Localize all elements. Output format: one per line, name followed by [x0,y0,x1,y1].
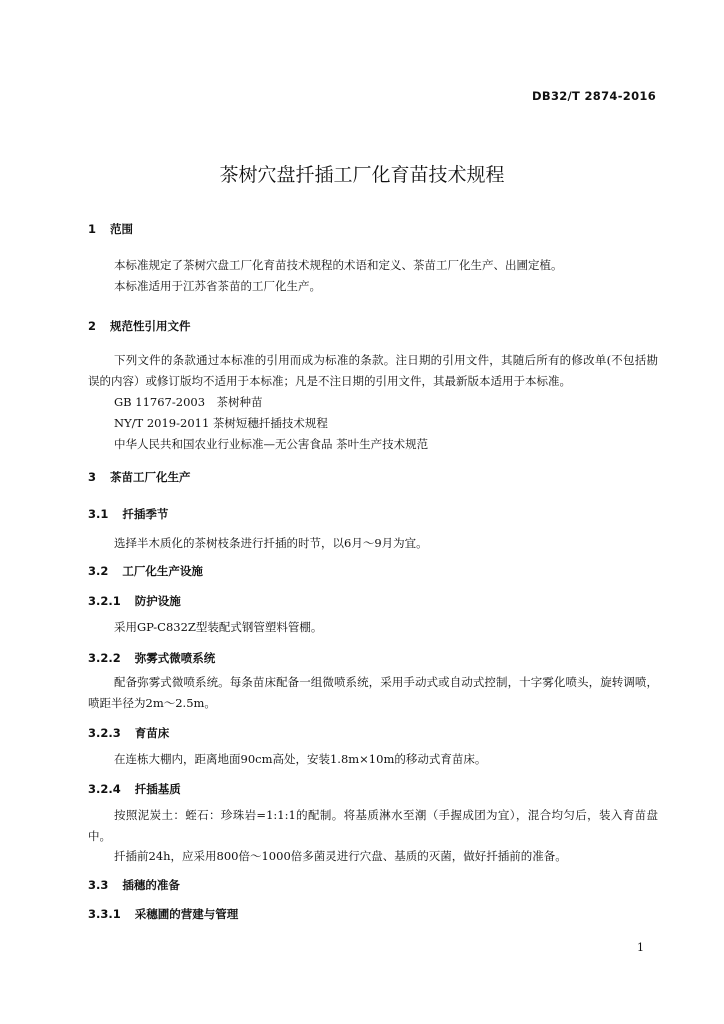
section-title: 防护设施 [134,594,181,608]
paragraph: 采用GP-C832Z型装配式钢管塑料管棚。 [114,620,323,634]
standard-code: DB32/T 2874-2016 [532,89,656,103]
section-number: 2 [88,319,97,333]
section-title: 扦插基质 [134,782,181,796]
section-title: 工厂化生产设施 [122,564,203,578]
section-title: 范围 [110,222,134,236]
section-number: 3.2.4 [88,782,121,796]
section-number: 3.2.3 [88,726,121,740]
section-number: 3.1 [88,507,109,521]
paragraph: 在连栋大棚内，距离地面90cm高处，安装1.8m×10m的移动式育苗床。 [114,752,487,766]
paragraph: 本标准规定了茶树穴盘工厂化育苗技术规程的术语和定义、茶苗工厂化生产、出圃定植。 [114,258,563,272]
document-title: 茶树穴盘扦插工厂化育苗技术规程 [219,164,505,186]
section-title: 采穗圃的营建与管理 [134,907,239,921]
reference-item: GB 11767-2003 茶树种苗 [114,395,263,409]
paragraph: 下列文件的条款通过本标准的引用而成为标准的条款。注日期的引用文件，其随后所有的修改单(不包括勘误的内容）或修订版均不适用于本标准；凡是不注日期的引用文件，其最新版本适用于本标准。 [88,353,658,388]
subsection-heading-3-2 [88,563,203,579]
paragraph: 按照泥炭土：蛭石：珍珠岩=1:1:1的配制。将基质淋水至潮（手握成团为宜），混合均匀后，装入育苗盘中。 [88,808,658,843]
subsection-heading-3-3 [88,877,180,893]
section-title: 育苗床 [134,726,170,740]
paragraph: 扦插前24h，应采用800倍～1000倍多菌灵进行穴盘、基质的灭菌，做好扦插前的准备。 [114,849,567,863]
section-title: 弥雾式微喷系统 [134,651,216,665]
section-number: 3.3 [88,878,109,892]
section-number: 3.2.2 [88,651,121,665]
subsection-heading-3-2-4 [88,781,181,797]
section-title: 插穗的准备 [122,878,180,892]
subsection-heading-3-2-1 [88,593,181,609]
page-number: 1 [637,941,644,954]
section-number: 3 [88,470,97,484]
subsection-heading-3-2-2 [88,650,215,666]
section-title: 扦插季节 [122,507,169,521]
section-title: 茶苗工厂化生产 [110,470,191,484]
section-number: 1 [88,222,97,236]
subsection-heading-3-3-1 [88,906,238,922]
section-number: 3.2 [88,564,109,578]
subsection-heading-3-2-3 [88,725,169,741]
section-heading-1 [88,221,133,237]
reference-item: 中华人民共和国农业行业标准—无公害食品 茶叶生产技术规范 [114,437,429,451]
section-title: 规范性引用文件 [110,319,191,333]
reference-item: NY/T 2019-2011 茶树短穗扦插技术规程 [114,416,328,430]
section-number: 3.2.1 [88,594,121,608]
paragraph: 选择半木质化的茶树枝条进行扦插的时节，以6月～9月为宜。 [114,536,428,550]
section-heading-2 [88,318,191,334]
paragraph: 本标准适用于江苏省茶苗的工厂化生产。 [114,279,321,293]
section-heading-3 [88,469,191,485]
subsection-heading-3-1 [88,506,168,522]
paragraph: 配备弥雾式微喷系统。每条苗床配备一组微喷系统，采用手动式或自动式控制，十字雾化喷头，旋转调喷，喷距半径为2m～2.5m。 [88,675,658,710]
section-number: 3.3.1 [88,907,121,921]
